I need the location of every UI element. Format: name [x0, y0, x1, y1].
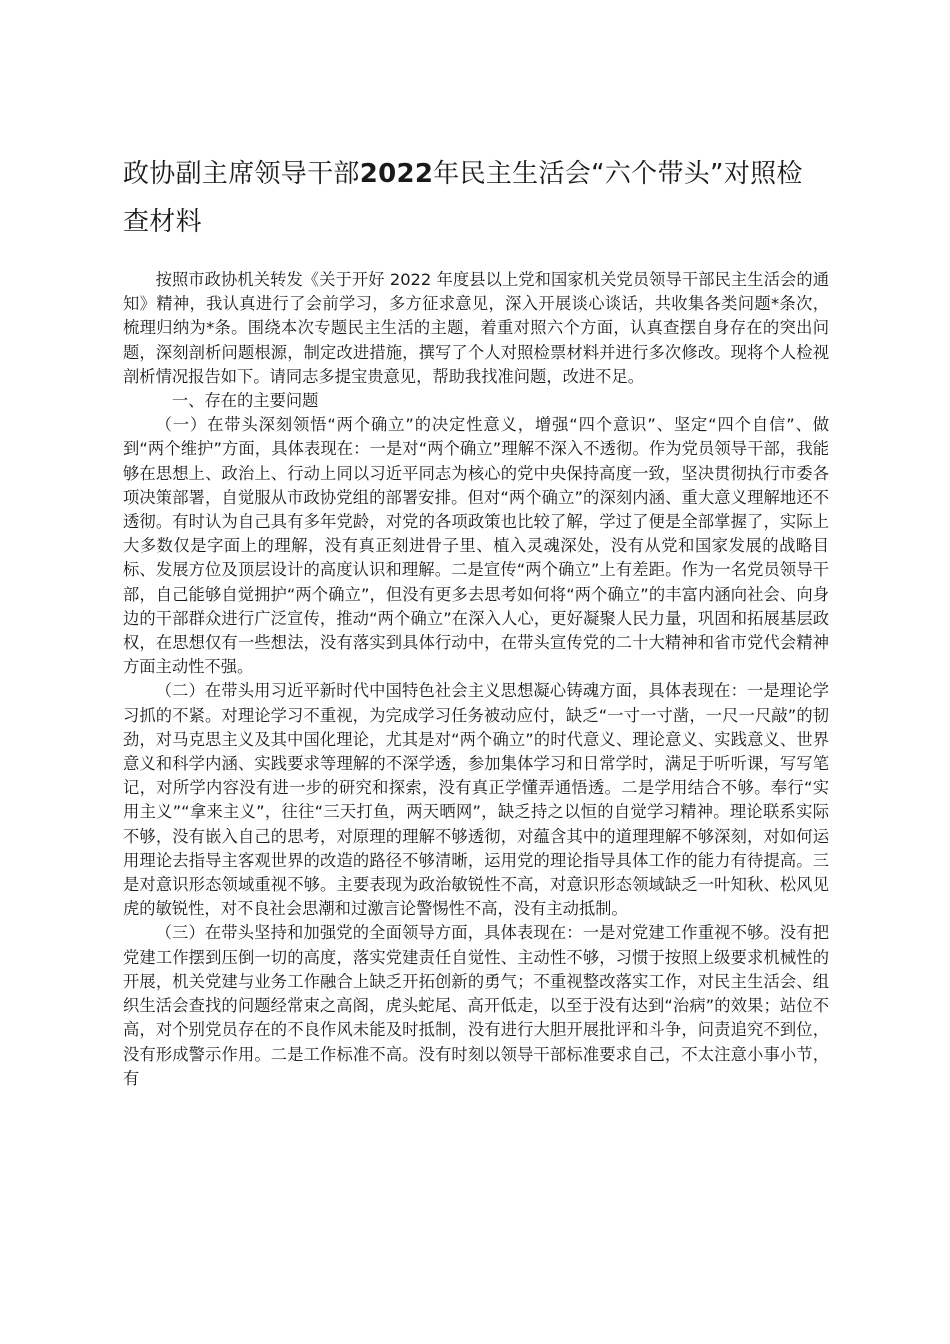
document-title	[123, 150, 829, 246]
document-page	[123, 150, 829, 1091]
paragraph-1: （一）在带头深刻领悟“两个确立”的决定性意义，增强“四个意识”、坚定“四个自信”、做到“两个维护”方面，具体表现在：一是对“两个确立”理解不深入不透彻。作为党员领导干部，我能够在思想上、政治上、行动上同以习近平同志为核心的党中央保持高度一致，坚决贯彻执行市委各项决策部署，自觉服从市政协党组的部署安排。但对“两个确立”的深刻内涵、重大意义理解地还不透彻。有时认为自己具有多年党龄，对党的各项政策也比较了解，学过了便是全部掌握了，实际上大多数仅是字面上的理解，没有真正刻进骨子里、植入灵魂深处，没有从党和国家发展的战略目标、发展方位及顶层设计的高度认识和理解。二是宣传“两个确立”上有差距。作为一名党员领导干部，自己能够自觉拥护“两个确立”，但没有更多去思考如何将“两个确立”的丰富内涵向社会、向身边的干部群众进行广泛宣传，推动“两个确立”在深入人心，更好凝聚人民力量，巩固和拓展基层政权，在思想仅有一些想法，没有落实到具体行动中，在带头宣传党的二十大精神和省市党代会精神方面主动性不强。	[123, 415, 829, 677]
intro-paragraph: 按照市政协机关转发《关于开好 2022 年度县以上党和国家机关党员领导干部民主生活会的通知》精神，我认真进行了会前学习，多方征求意见，深入开展谈心谈话，共收集各类问题*条次，梳理归纳为*条。围绕本次专题民主生活的主题，着重对照六个方面，认真查摆自身存在的突出问题，深刻剖析问题根源，制定改进措施，撰写了个人对照检票材料并进行多次修改。现将个人检视剖析情况报告如下。请同志多提宝贵意见，帮助我找准问题，改进不足。	[123, 270, 829, 386]
title-part-2: 年民主生活会“六个带头”对照检查材料	[123, 159, 803, 237]
section-heading-problems: 一、存在的主要问题	[171, 391, 319, 411]
paragraph-3: （三）在带头坚持和加强党的全面领导方面，具体表现在：一是对党建工作重视不够。没有把党建工作摆到压倒一切的高度，落实党建责任自觉性、主动性不够，习惯于按照上级要求机械性的开展，机关党建与业务工作融合上缺乏开拓创新的勇气；不重视整改落实工作，对民主生活会、组织生活会查找的问题经常束之高阁，虎头蛇尾、高开低走，以至于没有达到“治病”的效果；站位不高，对个别党员存在的不良作风未能及时抵制，没有进行大胆开展批评和斗争，问责追究不到位，没有形成警示作用。二是工作标准不高。没有时刻以领导干部标准要求自己，不太注意小事小节，有	[123, 923, 829, 1088]
paragraph-2: （二）在带头用习近平新时代中国特色社会主义思想凝心铸魂方面，具体表现在：一是理论学习抓的不紧。对理论学习不重视，为完成学习任务被动应付，缺乏“一寸一寸凿，一尺一尺敲”的韧劲，对马克思主义及其中国化理论，尤其是对“两个确立”的时代意义、理论意义、实践意义、世界意义和科学内涵、实践要求等理解的不深学透，参加集体学习和日常学时，满足于听听课，写写笔记，对所学内容没有进一步的研究和探索，没有真正学懂弄通悟透。二是学用结合不够。奉行“实用主义”“拿来主义”，往往“三天打鱼，两天晒网”，缺乏持之以恒的自觉学习精神。理论联系实际不够，没有嵌入自己的思考，对原理的理解不够透彻，对蕴含其中的道理理解不够深刻，对如何运用理论去指导主客观世界的改造的路径不够清晰，运用党的理论指导具体工作的能力有待提高。三是对意识形态领域重视不够。主要表现为政治敏锐性不高，对意识形态领域缺乏一叶知秋、松风见虎的敏锐性，对不良社会思潮和过激言论警惕性不高，没有主动抵制。	[123, 681, 829, 919]
title-year: 2022	[359, 159, 434, 189]
title-part-1: 政协副主席领导干部	[123, 159, 360, 189]
